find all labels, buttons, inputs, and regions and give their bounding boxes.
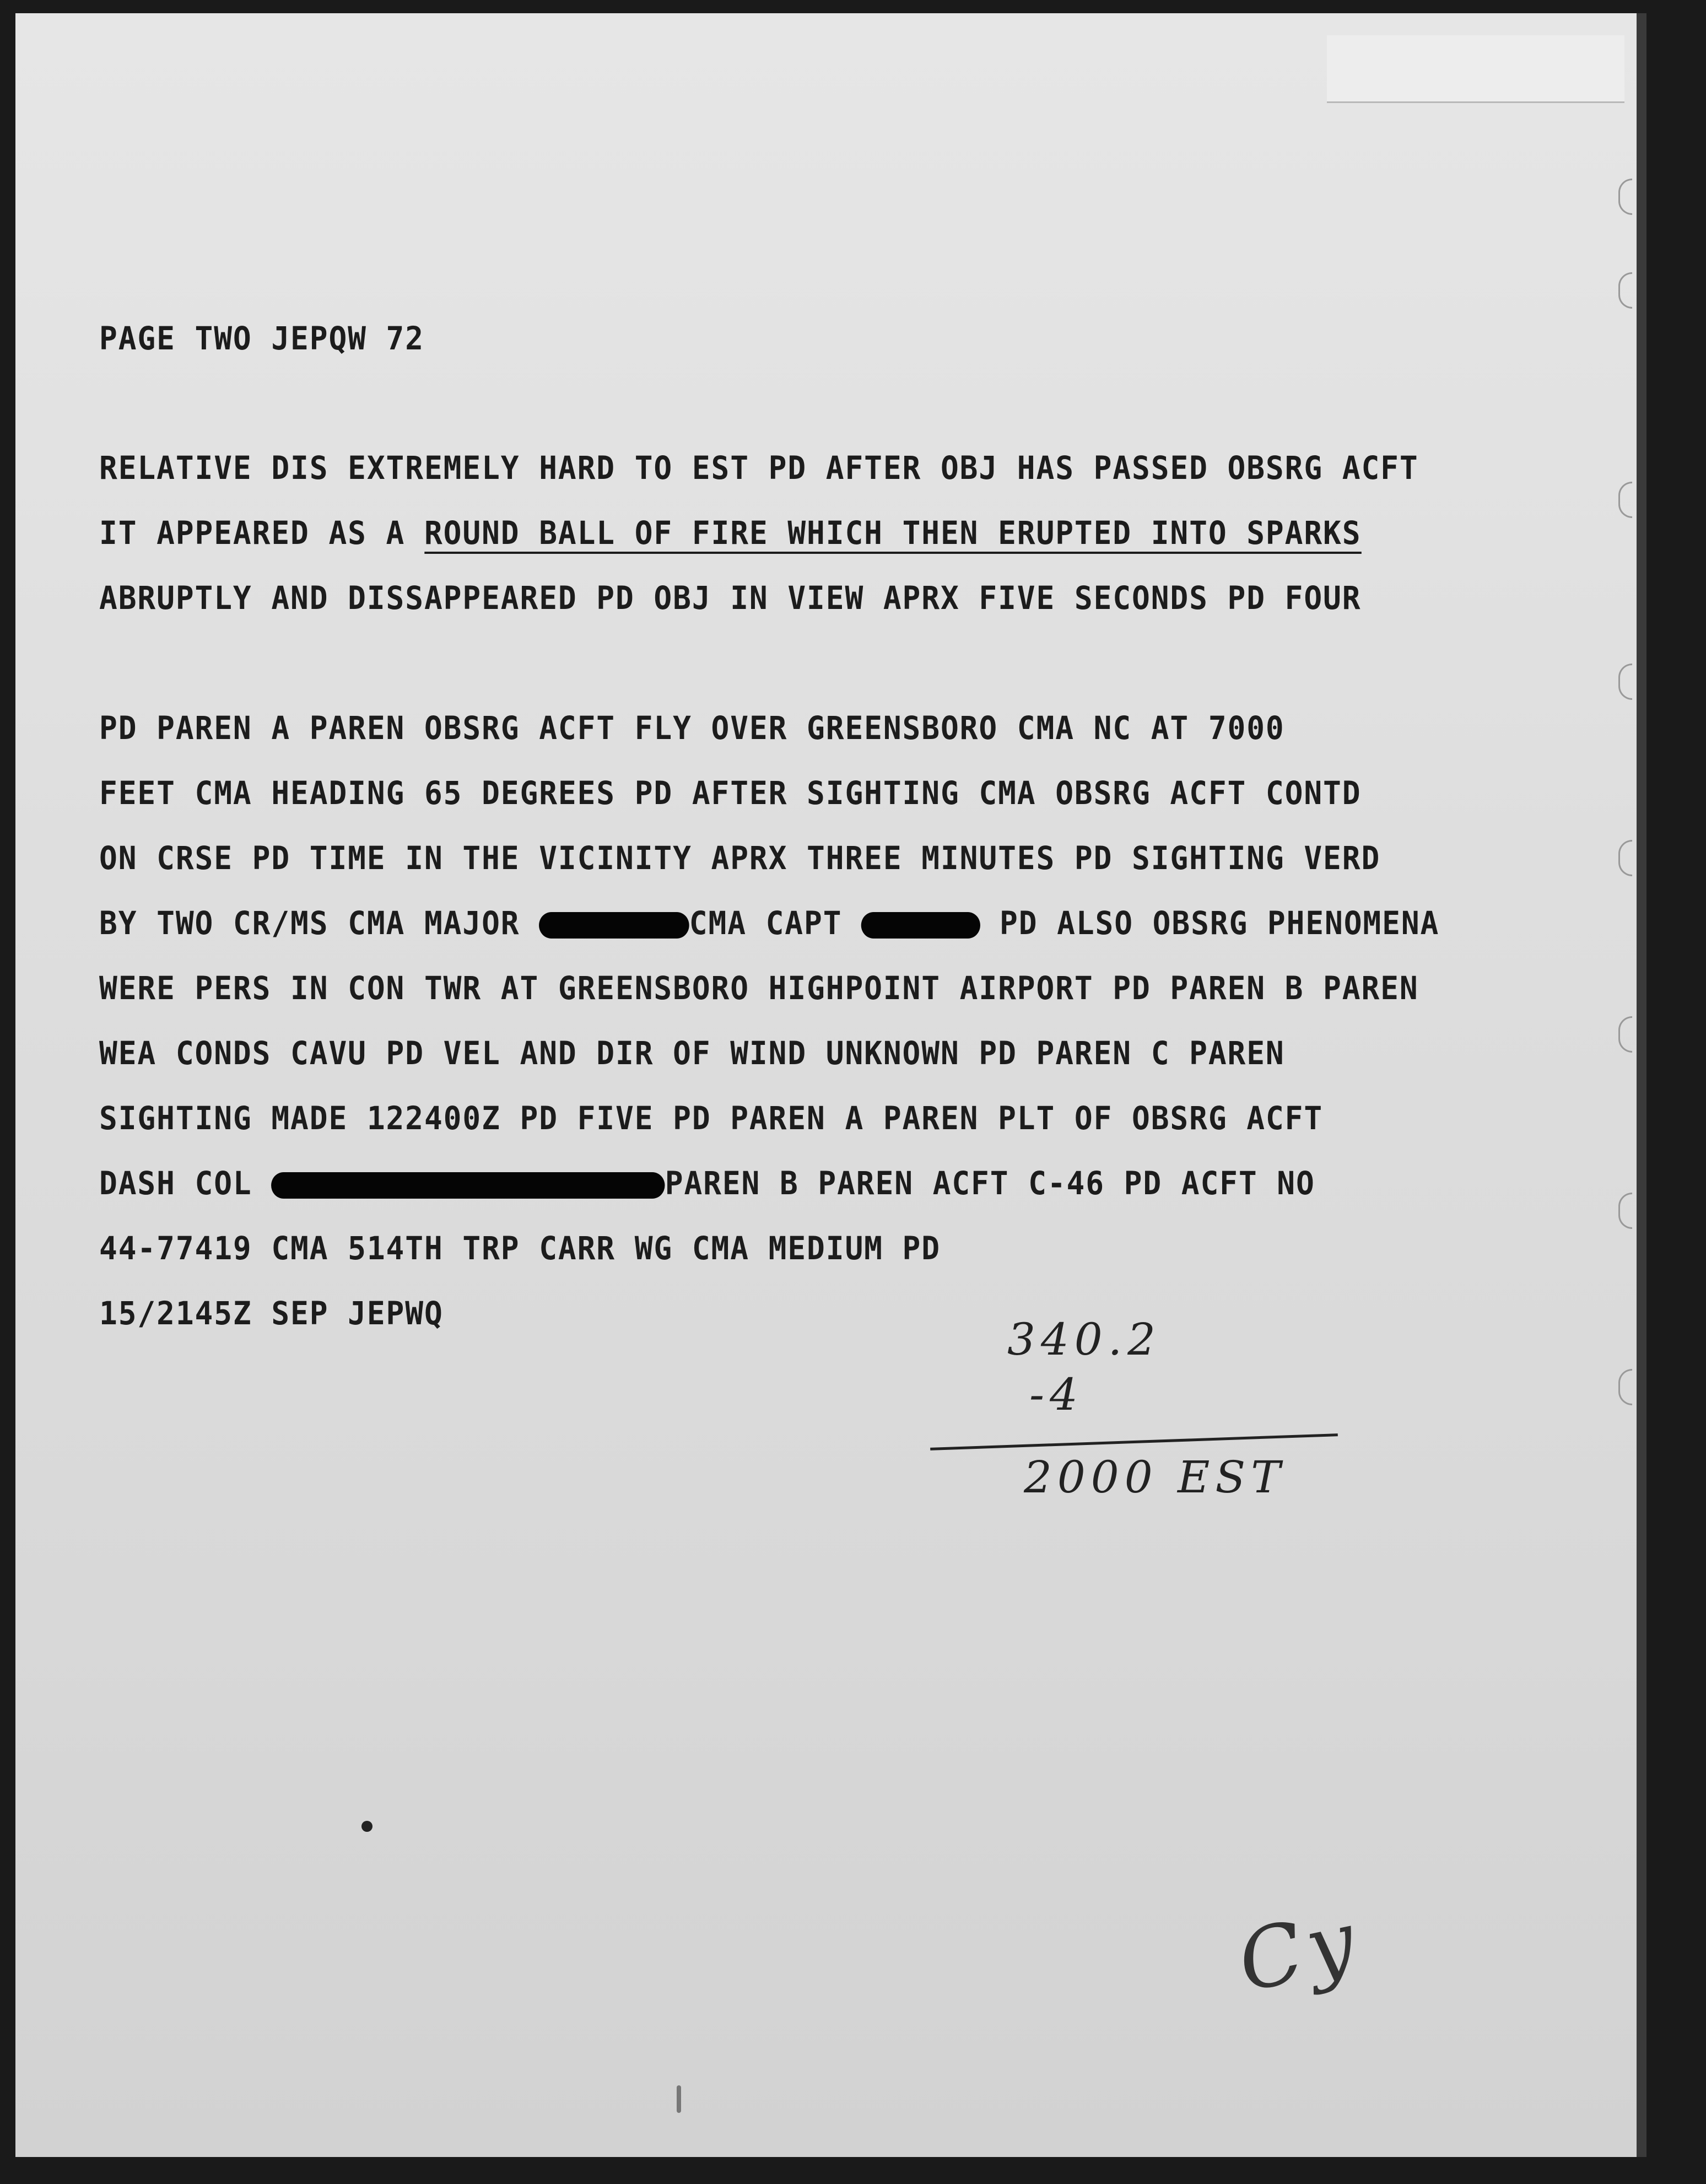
binder-hole	[1618, 1016, 1632, 1053]
page-corner-mark	[1327, 35, 1624, 103]
text-line-11	[99, 1164, 1315, 1202]
handwritten-sub-number: -4	[1029, 1369, 1083, 1420]
text-segment: DASH COL	[99, 1164, 272, 1202]
binder-hole	[1618, 664, 1632, 700]
redaction-bar	[539, 912, 689, 939]
handwritten-est: 2000 EST	[1024, 1452, 1286, 1503]
text-line-5: FEET CMA HEADING 65 DEGREES PD AFTER SIGHTING CMA OBSRG ACFT CONTD	[99, 774, 1362, 812]
text-line-8: WERE PERS IN CON TWR AT GREENSBORO HIGHPOINT AIRPORT PD PAREN B PAREN	[99, 969, 1419, 1007]
binder-hole	[1618, 179, 1632, 215]
text-segment: IT APPEARED AS A	[99, 514, 424, 552]
text-line-2	[99, 514, 1361, 552]
text-line-4: PD PAREN A PAREN OBSRG ACFT FLY OVER GREENSBORO CMA NC AT 7000	[99, 709, 1285, 747]
text-line-7	[99, 904, 1439, 942]
text-line-9: WEA CONDS CAVU PD VEL AND DIR OF WIND UNKNOWN PD PAREN C PAREN	[99, 1034, 1285, 1072]
underlined-phrase: ROUND BALL OF FIRE WHICH THEN ERUPTED INTO SPARKS	[424, 514, 1361, 554]
text-line-6: ON CRSE PD TIME IN THE VICINITY APRX THREE MINUTES PD SIGHTING VERD	[99, 839, 1381, 877]
binder-hole	[1618, 482, 1632, 518]
text-segment: CMA CAPT	[689, 904, 862, 942]
text-line-1: RELATIVE DIS EXTREMELY HARD TO EST PD AFTER OBJ HAS PASSED OBSRG ACFT	[99, 449, 1419, 487]
ink-speck	[361, 1821, 372, 1832]
binder-hole	[1618, 840, 1632, 876]
text-line-12: 44-77419 CMA 514TH TRP CARR WG CMA MEDIUM PD	[99, 1229, 941, 1267]
handwritten-file-number: 340.2	[1007, 1314, 1162, 1365]
page-right-edge	[1637, 13, 1646, 2157]
page-header: PAGE TWO JEPQW 72	[99, 320, 424, 357]
handwritten-initials: Cy	[1230, 1892, 1369, 2011]
binder-hole	[1618, 1369, 1632, 1405]
text-line-13: 15/2145Z SEP JEPWQ	[99, 1295, 444, 1332]
document-page	[15, 13, 1646, 2157]
text-segment: PAREN B PAREN ACFT C-46 PD ACFT NO	[665, 1164, 1315, 1202]
handwritten-rule	[930, 1433, 1338, 1450]
ink-mark	[677, 2085, 681, 2113]
text-line-3: ABRUPTLY AND DISSAPPEARED PD OBJ IN VIEW APRX FIVE SECONDS PD FOUR	[99, 579, 1362, 617]
text-segment: PD ALSO OBSRG PHENOMENA	[980, 904, 1440, 942]
binder-hole	[1618, 272, 1632, 309]
redaction-bar	[271, 1172, 665, 1199]
text-line-10: SIGHTING MADE 122400Z PD FIVE PD PAREN A PAREN PLT OF OBSRG ACFT	[99, 1099, 1324, 1137]
redaction-bar	[861, 912, 980, 939]
text-segment: BY TWO CR/MS CMA MAJOR	[99, 904, 539, 942]
binder-hole	[1618, 1193, 1632, 1229]
